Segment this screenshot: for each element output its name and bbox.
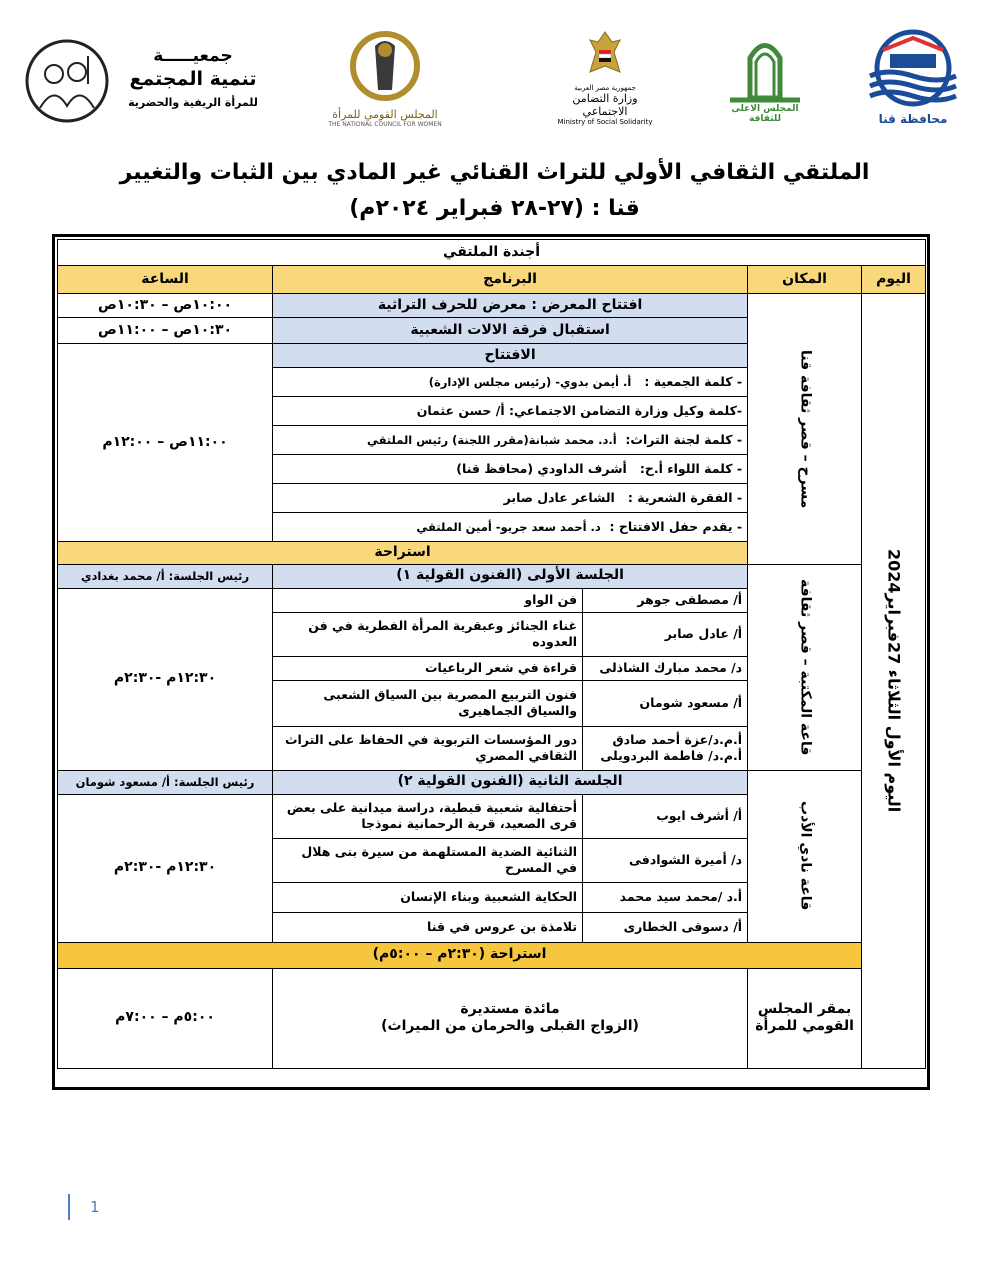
opening-name: الشاعر عادل صابر <box>503 490 615 506</box>
opening-name: أ. أيمن بدوي- (رئيس مجلس الإدارة) <box>428 375 632 390</box>
ministry-en-text: Ministry of Social Solidarity <box>557 118 653 126</box>
row-exhibition <box>58 294 926 318</box>
exhibition-program: افتتاح المعرض : معرض للحرف التراثية <box>273 294 748 318</box>
qena-logo <box>858 28 968 128</box>
opening-role: - الفقرة الشعرية : <box>627 490 743 506</box>
row-break-2 <box>58 942 926 968</box>
band-time: ١٠:٣٠ص – ١١:٠٠ص <box>58 318 273 344</box>
session-speaker: أ.د /محمد سيد محمد <box>583 882 748 912</box>
session-topic: الحكاية الشعبية وبناء الإنسان <box>273 882 583 912</box>
break-1-label: استراحة <box>58 542 748 565</box>
header-time: الساعة <box>58 266 273 294</box>
session-1-chair: رئيس الجلسة: أ/ محمد بغدادي <box>58 564 273 588</box>
session-speaker: أ/ أشرف ايوب <box>583 794 748 838</box>
logos-header <box>20 28 970 138</box>
opening-name: أ/ حسن عثمان <box>416 403 505 419</box>
place-library: قاعة المكتبة – قصر ثقافة <box>748 564 862 770</box>
row-session-2-title <box>58 770 926 794</box>
opening-title: الافتتاح <box>273 344 748 368</box>
session-speaker: أ/ دسوقى الخطارى <box>583 912 748 942</box>
opening-name: أ.د. محمد شبانة(مقرر اللجنة) رئيس الملتقي <box>366 433 617 448</box>
session-topic: أحتفالية شعبية قبطية، دراسة ميدانية على بعض قرى الصعيد، قرية الرحمانية نموذجا <box>273 794 583 838</box>
session-2-title: الجلسة الثانية (الفنون القولية ٢) <box>273 770 748 794</box>
session-topic: الثنائية الضدية المستلهمة من سيرة بنى هلال في المسرح <box>273 838 583 882</box>
roundtable-subtitle: (الزواج القبلى والحرمان من الميراث) <box>381 1018 639 1034</box>
session-speaker: أ/ عادل صابر <box>583 612 748 656</box>
qena-emblem-icon <box>858 28 968 108</box>
session-topic: قراءة في شعر الرباعيات <box>273 656 583 680</box>
opening-name: أشرف الداودي (محافظ قنا) <box>456 461 627 477</box>
session-topic: غناء الجنائز وعبقرية المرأة الفطرية في فن العدوده <box>273 612 583 656</box>
opening-role: - كلمة الجمعية : <box>644 374 743 390</box>
place-theatre: مسرح – قصر ثقافة قنا <box>748 294 862 565</box>
session-speaker: أ/ مصطفى جوهر <box>583 588 748 612</box>
header-place: المكان <box>748 266 862 294</box>
culture-council-text: المجلس الاعلى للثقافة <box>731 104 799 124</box>
eagle-icon <box>550 28 660 80</box>
row-roundtable <box>58 968 926 1068</box>
opening-role: - كلمة اللواء أ.ح: <box>639 461 743 477</box>
opening-role: - يقدم حفل الافتتاح : <box>609 519 743 535</box>
opening-role: -كلمة وكيل وزارة التضامن الاجتماعي: <box>508 403 743 419</box>
row-session-1-title <box>58 564 926 588</box>
association-line1: جمعيـــــة <box>153 46 233 66</box>
association-line3: للمرأة الريفية والحضرية <box>128 96 258 109</box>
roundtable-title: مائدة مستديرة <box>460 1000 560 1017</box>
opening-time: ١١:٠٠ص – ١٢:٠٠م <box>58 344 273 542</box>
ncw-emblem-icon <box>320 28 450 104</box>
session-speaker: أ.م.د/عزة أحمد صادق <box>612 732 743 748</box>
opening-name: د. أحمد سعد جريو- أمين الملتقي <box>416 520 601 535</box>
exhibition-time: ١٠:٠٠ص – ١٠:٣٠ص <box>58 294 273 318</box>
agenda-heading-row <box>58 240 926 266</box>
day-label: اليوم الأول الثلاثاء 27فبراير2024 <box>862 294 926 1069</box>
roundtable-time: ٥:٠٠م – ٧:٠٠م <box>58 968 273 1068</box>
session-topic: دور المؤسسات التربوية في الحفاظ على التراث الثقافي المصري <box>273 726 583 770</box>
header-day: اليوم <box>862 266 926 294</box>
ncw-ar-text: المجلس القومي للمرأة <box>332 108 438 121</box>
session-topic: تلامذة بن عروس في قنا <box>273 912 583 942</box>
session-1-time: ١٢:٣٠م -٢:٣٠م <box>58 588 273 770</box>
agenda-heading: أجندة الملتقي <box>58 240 926 266</box>
association-logo <box>20 28 270 133</box>
qena-logo-text: محافظة قنا <box>878 112 948 126</box>
session-speaker: د/ محمد مبارك الشاذلى <box>583 656 748 680</box>
session-topic: فن الواو <box>273 588 583 612</box>
band-program: استقبال فرقة الالات الشعبية <box>273 318 748 344</box>
agenda-header-row <box>58 266 926 294</box>
opening-role: - كلمة لجنة التراث: <box>625 432 743 448</box>
place-council: بمقر المجلس القومي للمرأة <box>748 968 862 1068</box>
culture-council-icon <box>720 28 810 108</box>
association-emblem-icon <box>22 36 112 126</box>
ministry-ar-text: وزارة التضامن الاجتماعي <box>572 92 638 118</box>
page-number: 1 <box>68 1194 100 1220</box>
session-speaker: أ/ مسعود شومان <box>583 680 748 726</box>
session-2-chair: رئيس الجلسة: أ/ مسعود شومان <box>58 770 273 794</box>
culture-council-logo <box>720 28 810 128</box>
ministry-logo <box>550 28 660 128</box>
session-speaker: د/ أميرة الشوادفى <box>583 838 748 882</box>
document-title: الملتقي الثقافي الأولي للتراث القنائي غير المادي بين الثبات والتغيير <box>119 160 870 185</box>
ncw-logo <box>320 28 450 133</box>
ncw-en-text: THE NATIONAL COUNCIL FOR WOMEN <box>328 121 442 128</box>
header-program: البرنامج <box>273 266 748 294</box>
agenda-table <box>57 239 926 1069</box>
session-1-title: الجلسة الأولى (الفنون القولية ١) <box>273 564 748 588</box>
session-speaker-2: أ.م.د/ فاطمة البردويلى <box>600 748 743 763</box>
session-2-time: ١٢:٣٠م -٢:٣٠م <box>58 794 273 942</box>
document-dates: قنا : (٢٧-٢٨ فبراير ٢٠٢٤م) <box>349 196 640 221</box>
association-line2: تنمية المجتمع <box>129 68 257 90</box>
place-literature: قاعة نادي الأدب <box>748 770 862 942</box>
break-2-label: استراحة (٢:٣٠م – ٥:٠٠م) <box>58 942 862 968</box>
session-topic: فنون التربيع المصرية بين السياق الشعبى والسياق الجماهيرى <box>273 680 583 726</box>
ministry-sub-text: جمهورية مصر العربية <box>574 84 636 92</box>
